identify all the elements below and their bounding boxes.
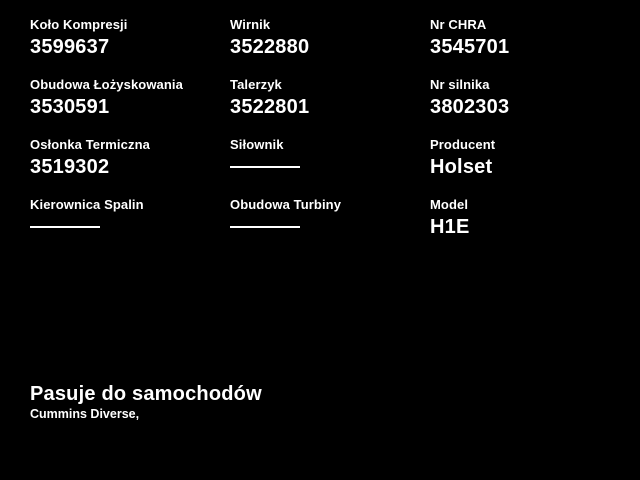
spec-label: Koło Kompresji [30,17,128,32]
spec-label: Model [430,197,469,212]
value-placeholder-line [30,226,100,228]
fits-vehicles-section [30,383,262,422]
spec-label: Producent [430,137,496,152]
spec-value: 3522880 [230,36,310,58]
spec-label: Obudowa Turbiny [230,197,342,212]
spec-cell-nr-chra [430,17,630,77]
spec-label: Nr silnika [430,77,490,92]
spec-value: 3519302 [30,156,110,178]
spec-label: Nr CHRA [430,17,487,32]
spec-cell-nr-silnika [430,77,630,137]
spec-value: 3522801 [230,96,310,118]
spec-cell-obudowa-lozyskowania [30,77,230,137]
spec-label: Obudowa Łożyskowania [30,77,183,92]
value-placeholder-line [230,226,300,228]
spec-value: 3530591 [30,96,110,118]
spec-label: Osłonka Termiczna [30,137,150,152]
fits-vehicles-text: Cummins Diverse, [30,407,140,421]
spec-cell-obudowa-turbiny [230,197,430,257]
spec-label: Kierownica Spalin [30,197,144,212]
fits-vehicles-heading: Pasuje do samochodów [30,383,262,405]
spec-cell-wirnik [230,17,430,77]
value-placeholder-line [230,166,300,168]
spec-value: 3545701 [430,36,510,58]
spec-value: Holset [430,156,493,178]
spec-label: Siłownik [230,137,284,152]
spec-cell-kierownica-spalin [30,197,230,257]
spec-value: H1E [430,216,470,238]
spec-cell-producent [430,137,630,197]
spec-cell-oslonka-termiczna [30,137,230,197]
spec-cell-talerzyk [230,77,430,137]
spec-value: 3802303 [430,96,510,118]
parts-spec-grid [30,17,630,257]
spec-cell-kolo-kompresji [30,17,230,77]
spec-cell-model [430,197,630,257]
spec-label: Talerzyk [230,77,282,92]
spec-cell-silownik [230,137,430,197]
spec-value: 3599637 [30,36,110,58]
spec-label: Wirnik [230,17,271,32]
